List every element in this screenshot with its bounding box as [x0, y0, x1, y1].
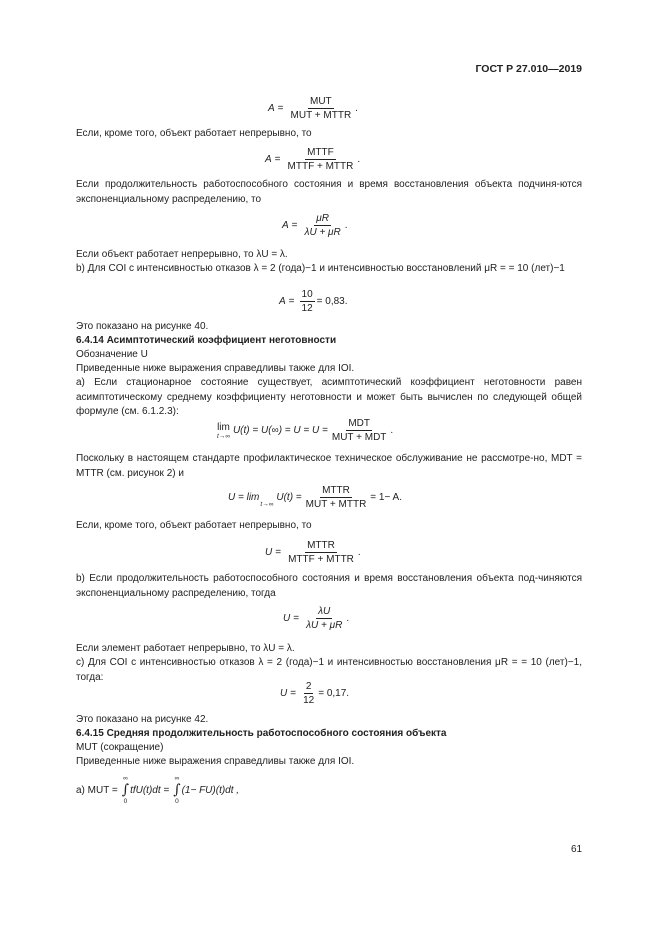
- numerator: 10: [301, 289, 313, 300]
- numerator: MDT: [348, 418, 370, 429]
- formula-unavailability-mut: [228, 485, 402, 510]
- numerator: 2: [305, 681, 312, 692]
- integral-sign: ∞ ∫ 0: [121, 775, 130, 805]
- limit-operator: [217, 422, 230, 440]
- formula-unavailability-value: U = $\frac{2}{12}$ = 0,17.: [280, 681, 350, 706]
- formula-middle: U(t) = U(∞) = U = U =: [232, 425, 328, 436]
- paragraph: MUT (сокращение): [76, 742, 164, 753]
- fraction: [301, 681, 316, 706]
- denominator: MUT + MTTR: [305, 499, 367, 510]
- fraction: [289, 96, 354, 121]
- formula-unavailability-general: [217, 418, 393, 443]
- paragraph: Если, кроме того, объект работает непрерывно, то: [76, 520, 312, 531]
- denominator: 12: [301, 303, 313, 314]
- paragraph: Обозначение U: [76, 349, 148, 360]
- integral-sign: ∞ ∫ 0: [173, 775, 181, 805]
- paragraph: Если объект работает непрерывно, то λU = λ.: [76, 249, 288, 260]
- integral-lower: 0: [175, 798, 179, 805]
- page-number: 61: [571, 844, 583, 855]
- paragraph: b) Если продолжительность работоспособного состояния и время восстановления объекта под-чиняются экспоненциальному распределению, тогда: [76, 573, 582, 599]
- formula-middle: U(t) =: [276, 492, 302, 503]
- numerator: MUT: [310, 96, 332, 107]
- denominator: λU + μR: [306, 620, 343, 631]
- numerator: λU: [318, 606, 331, 617]
- formula-availability-exp: A = $\frac{\mu R}{\lambda U + \mu R}$ .: [282, 213, 348, 238]
- limit-operator: [228, 492, 259, 503]
- fraction: [300, 289, 315, 314]
- formula-tail: = 0,17.: [318, 688, 350, 699]
- denominator: MUT + MTTR: [290, 110, 352, 121]
- formula-tail: = 1− A.: [370, 492, 402, 503]
- formula-unavailability-mttf: U = $\frac{\text{MTTR}}{\text{MTTF + MTTR}}$ .: [265, 540, 361, 565]
- fraction: [286, 540, 356, 565]
- integrand: (1− FU)(t)dt ,: [181, 784, 240, 796]
- denominator: MTTF + MTTR: [288, 554, 354, 565]
- formula-lhs: U: [283, 613, 291, 624]
- denominator: MUT + MDT: [331, 432, 387, 443]
- formula-lhs: U: [265, 547, 273, 558]
- formula-availability-mut: A = $\frac{\text{MUT}}{\text{MUT + MTTR}}$ .: [268, 96, 358, 121]
- section-heading: 6.4.15 Средняя продолжительность работоспособного состояния объекта: [76, 728, 447, 739]
- paragraph: Если продолжительность работоспособного состояния и время восстановления объекта подчиня-ются экспоненциальному распределению, то: [76, 179, 582, 205]
- numerator: MTTF: [307, 147, 334, 158]
- document-header: ГОСТ Р 27.010—2019: [475, 63, 582, 75]
- paragraph: а) Если стационарное состояние существует, асимптотический коэффициент неготовности равен асимптотическому среднему коэффициенту неготовности и может быть вычислен по следующей общей формуле (см. 6.1.2.3):: [76, 377, 582, 417]
- formula-tail: .: [346, 613, 350, 624]
- paragraph: Приведенные ниже выражения справедливы также для IOI.: [76, 363, 355, 374]
- formula-tail: .: [355, 103, 358, 114]
- paragraph: Приведенные ниже выражения справедливы также для IOI.: [76, 756, 355, 767]
- formula-lhs: U = lim: [228, 492, 260, 503]
- integral-lower: 0: [123, 798, 128, 805]
- formula-tail: .: [390, 425, 394, 436]
- numerator: μR: [316, 213, 329, 224]
- fraction: [303, 213, 343, 238]
- paragraph: Это показано на рисунке 40.: [76, 321, 209, 332]
- paragraph: Поскольку в настоящем стандарте профилактическое техническое обслуживание не рассмотре-но, MDT = MTTR (см. рисунок 2) и: [76, 453, 582, 479]
- integral-upper: ∞: [174, 775, 180, 782]
- denominator: 12: [303, 695, 315, 706]
- formula-availability-mttf: A = $\frac{\text{MTTF}}{\text{MTTF + MTTR}}$ .: [265, 147, 361, 172]
- limit-subscript: t→∞: [260, 501, 274, 508]
- fraction: [286, 147, 356, 172]
- section-heading: 6.4.14 Асимптотический коэффициент неготовности: [76, 335, 337, 346]
- formula-tail: .: [357, 154, 361, 165]
- formula-tail: .: [344, 220, 348, 231]
- formula-lhs: A: [265, 154, 272, 165]
- paragraph: Если, кроме того, объект работает непрерывно, то: [76, 128, 312, 139]
- paragraph: Это показано на рисунке 42.: [76, 714, 209, 725]
- formula-tail: = 0,83.: [316, 296, 348, 307]
- formula-tail: .: [357, 547, 361, 558]
- fraction: [330, 418, 389, 443]
- formula-lhs: A: [279, 296, 286, 307]
- limit-subscript: t→∞: [217, 432, 230, 440]
- paragraph: Если элемент работает непрерывно, то λU = λ.: [76, 643, 295, 654]
- formula-availability-value: A = $\frac{10}{12}$ = 0,83.: [279, 289, 348, 314]
- formula-lhs: A: [282, 220, 289, 231]
- paragraph: с) Для COI с интенсивностью отказов λ = 2 (года)−1 и интенсивностью восстановления μR = = 10 (лет)−1, тогда:: [76, 657, 582, 683]
- limit-label: lim: [217, 421, 230, 433]
- denominator: λU + μR: [304, 227, 341, 238]
- formula-mut-integral: [76, 775, 239, 805]
- limit-subscript-wrap: [260, 501, 273, 508]
- integrand: tfU(t)dt =: [130, 784, 170, 796]
- numerator: MTTR: [307, 540, 335, 551]
- paragraph: b) Для COI с интенсивностью отказов λ = 2 (года)−1 и интенсивностью восстановлений μR = = 10 (лет)−1: [76, 263, 565, 274]
- formula-unavailability-exp: U = $\frac{\lambda U}{\lambda U + \mu R}$ .: [283, 606, 350, 631]
- formula-lhs: а) MUT =: [76, 784, 118, 796]
- numerator: MTTR: [322, 485, 350, 496]
- formula-lhs: U: [280, 688, 288, 699]
- denominator: MTTF + MTTR: [287, 161, 354, 172]
- fraction: [304, 485, 369, 510]
- integral-upper: ∞: [123, 775, 128, 782]
- formula-lhs: A: [268, 103, 275, 114]
- fraction: [304, 606, 344, 631]
